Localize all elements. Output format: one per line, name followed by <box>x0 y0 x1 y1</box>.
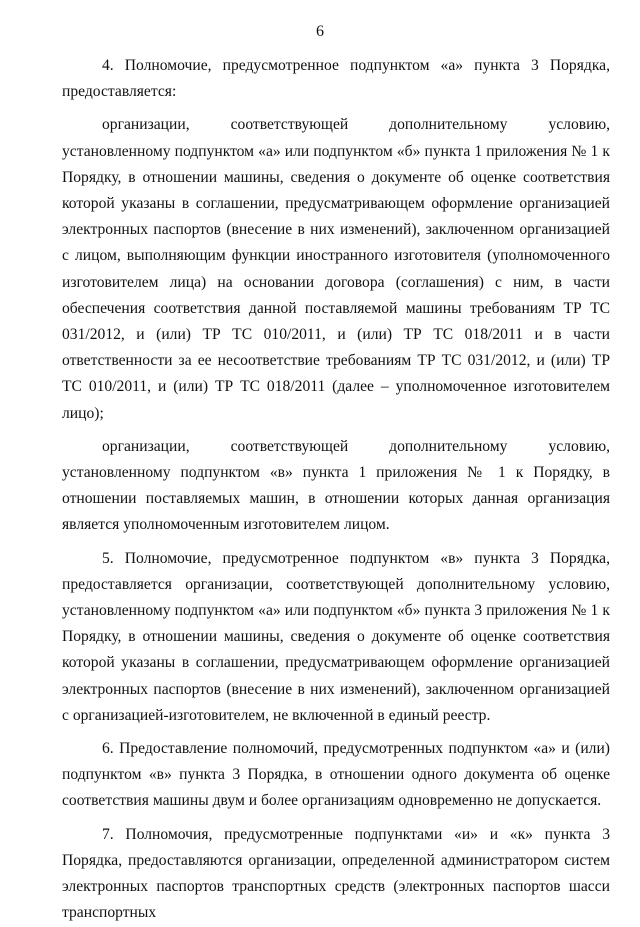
paragraph-item-4-second-recipient: организации, соответствующей дополнительному условию, установленному подпунктом «в» пункта 1 приложения № 1 к Порядку, в отношении поставляемых машин, в отношении которых данная организация является уполномоченным изготовителем лицом. <box>62 437 610 534</box>
page-number: 6 <box>316 23 324 40</box>
paragraph-item-6: 6. Предоставление полномочий, предусмотренных подпунктом «а» и (или) подпунктом «в» пункта 3 Порядка, в отношении одного документа об оценке соответствия машины двум и более организациям одновременно не допускается. <box>62 740 610 810</box>
document-body <box>62 53 610 927</box>
paragraph-item-4-first-recipient: организации, соответствующей дополнительному условию, установленному подпунктом «а» или подпунктом «б» пункта 1 приложения № 1 к Порядку, в отношении машины, сведения о документе об оценке соответствия которой указаны в соглашении, предусматривающем оформление организацией электронных паспортов (внесение в них изменений), заключенном организацией с лицом, выполняющим функции иностранного изготовителя (уполномоченного изготовителем лица) на основании договора (соглашения) с ним, в части обеспечения соответствия данной поставляемой машины требованиям ТР ТС 031/2012, и (или) ТР ТС 010/2011, и (или) ТР ТС 018/2011 и в части ответственности за ее несоответствие требованиям ТР ТС 031/2012, и (или) ТР ТС 010/2011, и (или) ТР ТС 018/2011 (далее – уполномоченное изготовителем лицо); <box>62 116 610 422</box>
paragraph-item-5: 5. Полномочие, предусмотренное подпунктом «в» пункта 3 Порядка, предоставляется организации, соответствующей дополнительному условию, установленному подпунктом «а» или подпунктом «б» пункта 3 приложения № 1 к Порядку, в отношении машины, сведения о документе об оценке соответствия которой указаны в соглашении, предусматривающем оформление организацией электронных паспортов (внесение в них изменений), заключенном организацией с организацией-изготовителем, не включенной в единый реестр. <box>62 549 610 724</box>
paragraph-item-7: 7. Полномочия, предусмотренные подпунктами «и» и «к» пункта 3 Порядка, предоставляются организации, определенной администратором систем электронных паспортов транспортных средств (электронных паспортов шасси транспортных <box>62 825 610 922</box>
paragraph-item-4: 4. Полномочие, предусмотренное подпунктом «а» пункта 3 Порядка, предоставляется: <box>62 57 610 101</box>
